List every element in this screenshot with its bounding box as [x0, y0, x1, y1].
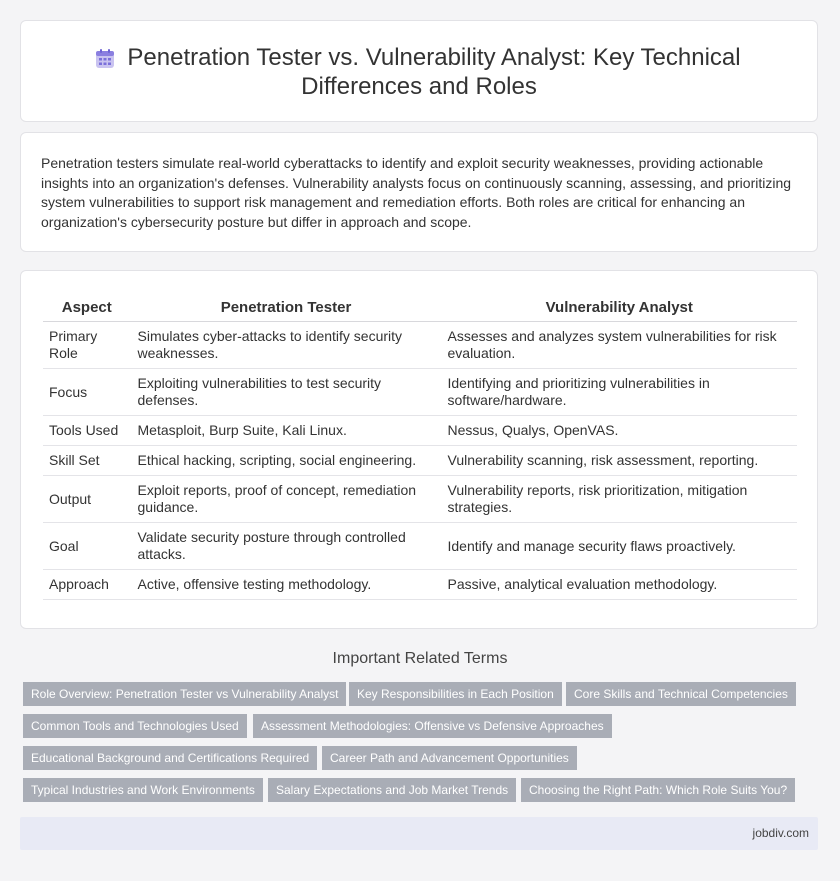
row-aspect: Primary Role — [43, 322, 131, 369]
row-pen-tester: Exploit reports, proof of concept, remediation guidance. — [131, 476, 441, 523]
row-vuln-analyst: Identifying and prioritizing vulnerabilities in software/hardware. — [441, 369, 797, 416]
related-term-tag[interactable]: Common Tools and Technologies Used — [23, 714, 247, 738]
row-aspect: Focus — [43, 369, 131, 416]
row-vuln-analyst: Identify and manage security flaws proactively. — [441, 523, 797, 570]
table-row — [43, 416, 797, 446]
row-aspect: Approach — [43, 570, 131, 600]
table-row — [43, 369, 797, 416]
row-aspect: Tools Used — [43, 416, 131, 446]
table-row — [43, 476, 797, 523]
related-term-tag[interactable]: Assessment Methodologies: Offensive vs Defensive Approaches — [253, 714, 612, 738]
page-title-line2: Differences and Roles — [301, 73, 537, 100]
related-term-tag[interactable]: Key Responsibilities in Each Position — [349, 682, 562, 706]
row-vuln-analyst: Assesses and analyzes system vulnerabilities for risk evaluation. — [441, 322, 797, 369]
comparison-table-card — [20, 270, 818, 629]
table-row — [43, 446, 797, 476]
row-aspect: Skill Set — [43, 446, 131, 476]
table-header-row — [43, 293, 797, 322]
related-term-tag[interactable]: Typical Industries and Work Environments — [23, 778, 263, 802]
table-row — [43, 570, 797, 600]
row-vuln-analyst: Passive, analytical evaluation methodology. — [441, 570, 797, 600]
header-penetration-tester: Penetration Tester — [131, 293, 441, 322]
row-vuln-analyst: Vulnerability reports, risk prioritization, mitigation strategies. — [441, 476, 797, 523]
related-term-tag[interactable]: Educational Background and Certifications Required — [23, 746, 317, 770]
row-pen-tester: Ethical hacking, scripting, social engineering. — [131, 446, 441, 476]
related-terms-title: Important Related Terms — [332, 650, 508, 667]
page-title-line1: Penetration Tester vs. Vulnerability Analyst: Key Technical — [127, 44, 741, 71]
row-aspect: Goal — [43, 523, 131, 570]
table-row — [43, 322, 797, 369]
intro-card — [20, 132, 818, 252]
row-pen-tester: Validate security posture through controlled attacks. — [131, 523, 441, 570]
row-pen-tester: Exploiting vulnerabilities to test security defenses. — [131, 369, 441, 416]
title-card — [20, 20, 818, 122]
row-pen-tester: Active, offensive testing methodology. — [131, 570, 441, 600]
related-term-tag[interactable]: Salary Expectations and Job Market Trends — [268, 778, 516, 802]
page-title — [21, 43, 817, 101]
header-aspect: Aspect — [43, 293, 131, 322]
row-pen-tester: Simulates cyber-attacks to identify security weaknesses. — [131, 322, 441, 369]
footer-site-link[interactable]: jobdiv.com — [752, 826, 809, 840]
row-vuln-analyst: Vulnerability scanning, risk assessment, reporting. — [441, 446, 797, 476]
related-term-tag[interactable]: Core Skills and Technical Competencies — [566, 682, 796, 706]
row-vuln-analyst: Nessus, Qualys, OpenVAS. — [441, 416, 797, 446]
row-pen-tester: Metasploit, Burp Suite, Kali Linux. — [131, 416, 441, 446]
comparison-table — [43, 293, 797, 600]
footer — [20, 817, 818, 850]
header-vulnerability-analyst: Vulnerability Analyst — [441, 293, 797, 322]
row-aspect: Output — [43, 476, 131, 523]
related-term-tag[interactable]: Career Path and Advancement Opportunities — [322, 746, 577, 770]
table-row — [43, 523, 797, 570]
intro-paragraph: Penetration testers simulate real-world cyberattacks to identify and exploit security weaknesses, providing actionable insights into an organization's defenses. Vulnerability analysts focus on continuously scanning, assessing, and prioritizing system vulnerabilities to support risk management and remediation efforts. Both roles are critical for enhancing an organization's cybersecurity posture but differ in approach and scope. — [41, 155, 792, 230]
related-term-tag[interactable]: Choosing the Right Path: Which Role Suits You? — [521, 778, 795, 802]
related-term-tag[interactable]: Role Overview: Penetration Tester vs Vulnerability Analyst — [23, 682, 346, 706]
